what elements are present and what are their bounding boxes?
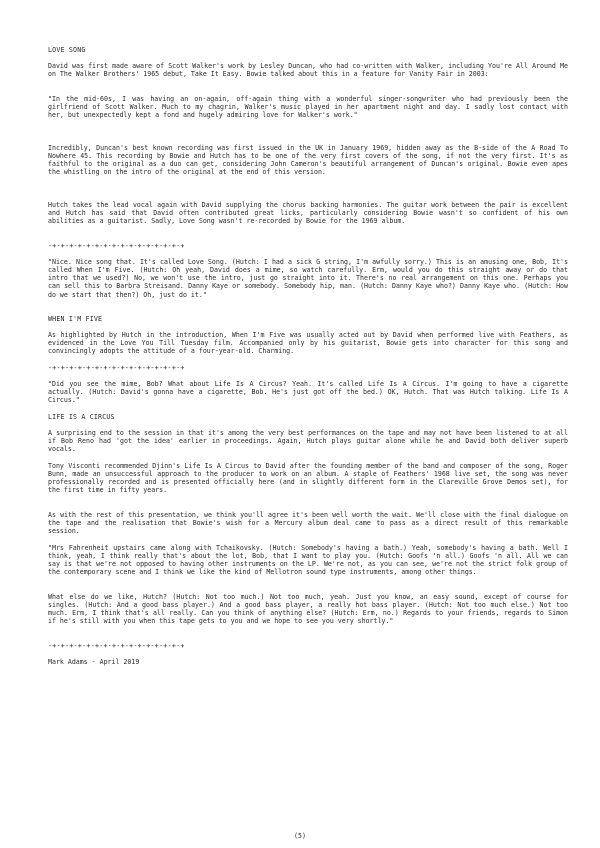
quote-what-else: What else do we like, Hutch? (Hutch: Not too much.) Not too much, yeah. Just you know, an easy sound, except of course for singles. (Hutch: And a good bass player.) And a good bass player, a really hot bass player. (Hutch: Not too much else.) Not too much. Erm, I think that's all really. Can you think of anything else? (Hutch: Erm, no.) Regards to your friends, regards to Simon if he's still with you when this tape gets to you and we hope to see you very shortly." (48, 593, 568, 626)
paragraph-duncan-recording: Incredibly, Duncan's best known recording was first issued in the UK in January 1969, hidden away as the B-side of the A Road To Nowhere 45. This recording by Bowie and Hutch has to be one of the very first covers of the song, if not the very first. It's as faithful to the original as a duo can get, considering John Cameron's beautiful arrangement of Duncan's original. Bowie even apes the whistling on the intro of the original at the end of this version. (48, 144, 568, 177)
paragraph-visconti: Tony Visconti recommended Djinn's Life Is A Circus to David after the founding member of the band and composer of the song, Roger Bunn, made an unsuccessful approach to the producer to work on an album. A staple of Feathers' 1968 live set, the song was never professionally recorded and is presented officially here (and in slightly different form in the Clareville Grove Demos set), for the first time in fifty years. (48, 462, 568, 495)
paragraph-when-im-five: As highlighted by Hutch in the introduction, When I'm Five was usually acted out by David when performed live with Feathers, as evidenced in the Love You Till Tuesday film. Accompanied only by his guitarist, Bowie gets into character for this song and convincingly adopts the attitude of a four-year-old. Charming. (48, 331, 568, 356)
separator: -+-+-+-+-+-+-+-+-+-+-+-+-+-+-+-+ (48, 242, 185, 250)
paragraph-hutch-lead-vocal: Hutch takes the lead vocal again with David supplying the chorus backing harmonies. The guitar work between the pair is excellent and Hutch has said that David often contributed great licks, particularly considering Bowie wasn't so confident of his own abilities as a guitarist. Sadly, Love Song wasn't re-recorded by Bowie for the 1969 album. (48, 201, 568, 226)
page-number: (5) (294, 832, 306, 840)
dialogue-mime: "Did you see the mime, Bob? What about Life Is A Circus? Yeah. It's called Life Is A Circus. I'm going to have a cigarette actually. (Hutch: David's gonna have a cigarette, Bob. He's just got off the bed.) OK, Hutch. That was Hutch talking. Life Is A Circus." (48, 380, 568, 405)
separator: -+-+-+-+-+-+-+-+-+-+-+-+-+-+-+-+ (48, 364, 185, 372)
heading-when-im-five: WHEN I'M FIVE (48, 315, 103, 323)
quote-fahrenheit: "Mrs Fahrenheit upstairs came along with Tchaikovsky. (Hutch: Somebody's having a bath.) Yeah, somebody's having a bath. Well I think, yeah, I think really that's about the lot, Bob, that I want to play you. (Hutch: Goofs 'n all.) Goofs 'n all. All we can say is that we're not opposed to having other instruments on the LP. We're not, as you can see, we're not the strict folk group of the contemporary scene and I think we like the kind of Mellotron sound type instruments, among other things. (48, 544, 568, 577)
paragraph-intro: David was first made aware of Scott Walker's work by Lesley Duncan, who had co-written with Walker, including You're All Around Me on The Walker Brothers' 1965 debut, Take It Easy. Bowie talked about this in a feature for Vanity Fair in 2003: (48, 62, 568, 79)
dialogue-love-song: "Nice. Nice song that. It's called Love Song. (Hutch: I had a sick G string, I'm awfully sorry.) This is an amusing one, Bob, It's called When I'm Five. (Hutch: Oh yeah, David does a mime, so watch carefully. Erm, would you do this straight away or do that intro that we used?) No, we won't use the intro, just go straight into it. There's no real arrangement on this one. Perhaps you can sell this to Barbra Streisand. Danny Kaye or somebody. Somebody hip, man. (Hutch: Danny Kaye who?) Danny Kaye who. (Hutch: How do we start that then?) Oh, just do it." (48, 258, 568, 299)
paragraph-presentation: As with the rest of this presentation, we think you'll agree it's been well worth the wait. We'll close with the final dialogue on the tape and the realisation that Bowie's wish for a Mercury album deal came to pass as a direct result of this remarkable session. (48, 511, 568, 536)
quote-vanity-fair: "In the mid-60s, I was having an on-again, off-again thing with a wonderful singer-songwriter who had previously been the girlfriend of Scott Walker. Much to my chagrin, Walker's music played in her apartment night and day. I sadly lost contact with her, but unexpectedly kept a fond and hugely admiring love for Walker's work." (48, 95, 568, 120)
heading-love-song: LOVE SONG (48, 46, 86, 54)
paragraph-surprising-end: A surprising end to the session in that it's among the very best performances on the tape and may not have been listened to at all if Bob Reno had 'got the idea' earlier in proceedings. Again, Hutch plays guitar alone while he and David both deliver superb vocals. (48, 429, 568, 454)
separator: -+-+-+-+-+-+-+-+-+-+-+-+-+-+-+-+ (48, 642, 185, 650)
signature: Mark Adams - April 2019 (48, 658, 140, 666)
heading-life-is-a-circus: LIFE IS A CIRCUS (48, 413, 115, 421)
